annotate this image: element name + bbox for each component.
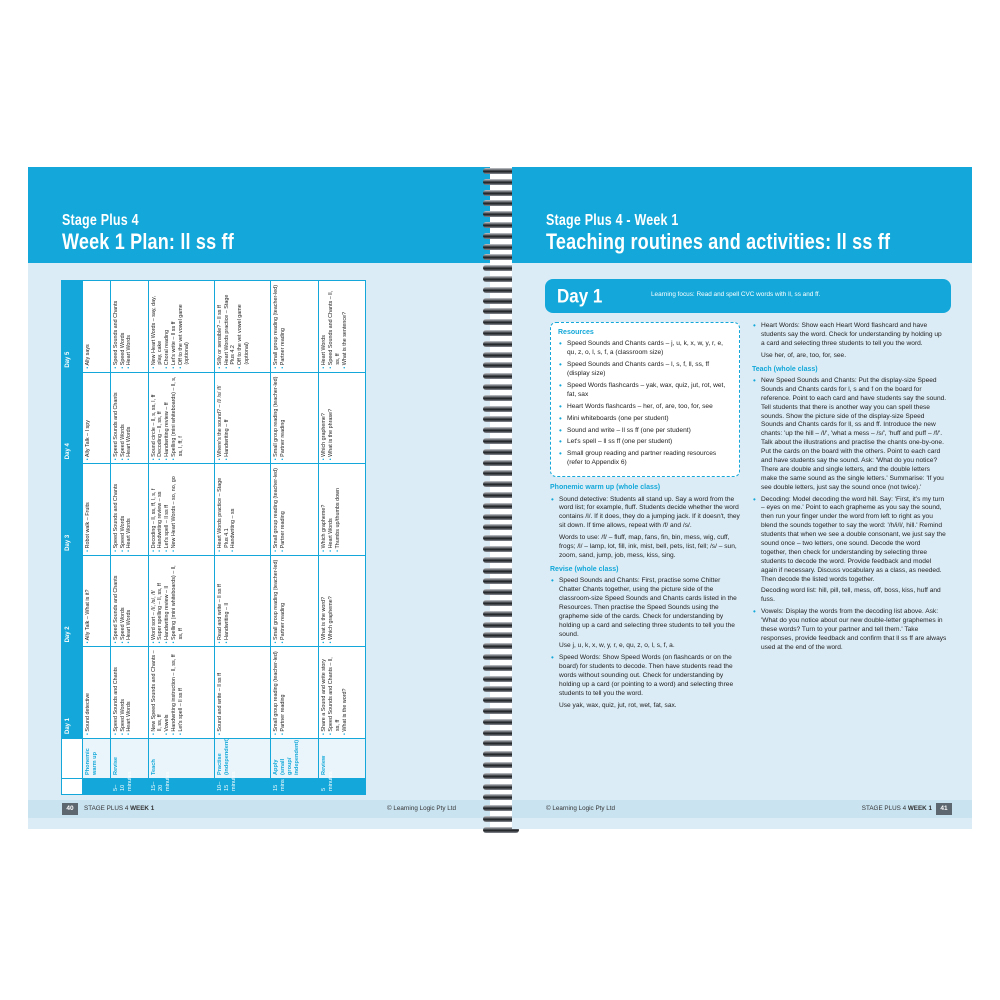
- table-header-row: [62, 281, 83, 795]
- plan-item: • Heart Words: [126, 650, 133, 735]
- resource-item: • Let's spell – ll ss ff (one per student): [558, 438, 732, 447]
- page-number: 40: [62, 803, 78, 815]
- plan-cell: [214, 464, 270, 556]
- plan-cell: [271, 464, 319, 556]
- plan-item: • What is the sentence?: [342, 284, 349, 369]
- speed-sounds-use: Use j, u, k, x, w, y, r, e, qu, z, o, l, s, f, a.: [559, 642, 675, 650]
- teach-heading: Teach (whole class): [752, 365, 818, 373]
- revise-heading: Revise (whole class): [550, 565, 619, 573]
- plan-item: • Speed Sounds and Chants – ll, ss, ff: [328, 284, 342, 369]
- plan-item: • Speed Words: [120, 559, 127, 644]
- minutes-label: 10–15 minutes: [214, 779, 270, 795]
- plan-cell: [83, 281, 111, 373]
- plan-item: • Speed Words: [120, 376, 127, 461]
- plan-item: • Heart Words: [126, 284, 133, 369]
- plan-item: • Share a Sound and write story: [321, 650, 328, 735]
- week-plan-table: [61, 280, 366, 795]
- table-row: [214, 281, 270, 795]
- plan-item: • Silly or sensible? – ll ss ff: [217, 284, 224, 369]
- right-title: Teaching routines and activities: ll ss ff: [546, 229, 891, 254]
- heart-words-use: Use her, of, are, too, for, see.: [761, 351, 847, 359]
- minutes-label: 5 minutes: [319, 779, 366, 795]
- plan-item: • Ally Talk – What is it?: [85, 559, 92, 644]
- plan-item: • Where's the sound? – /l/ /s/ /f/: [217, 376, 224, 461]
- plan-cell: [214, 372, 270, 464]
- plan-item: • Thumbs up/thumbs down: [335, 467, 342, 552]
- sound-detective: • Sound detective: Students all stand up. Say a word from the word list; for example, fluff. Students decide whether the word contains /l/. If it does, they do a jumping jack. If it doesn't, they sit down. If time allows, repeat with /f/ and /s/.: [550, 496, 740, 532]
- speed-sounds: • Speed Sounds and Chants: First, practise some Chitter Chatter Chants together, using the picture side of the classroom-size Speed Sounds and Chants cards listed in the Resources. Then practise the Speed Sounds using the grapheme side of the cards. Check for understanding by holding up a card and selecting three students to tell you the sound.: [550, 577, 740, 639]
- plan-cell: [83, 647, 111, 739]
- plan-item: • New Speed Sounds and Chants – ll, ss, ff: [151, 650, 165, 735]
- plan-item: • Partner reading: [280, 284, 287, 369]
- plan-item: • Which grapheme?: [321, 467, 328, 552]
- plan-item: • Handwriting review – ff: [164, 376, 171, 461]
- plan-cell: [83, 372, 111, 464]
- plan-cell: [110, 647, 148, 739]
- plan-item: • Speed Sounds and Chants: [113, 559, 120, 644]
- plan-item: • Heart Words practice – Stage Plus 4.2: [224, 284, 238, 369]
- plan-item: • Speed Sounds and Chants – ll, ss, ff: [328, 650, 342, 735]
- plan-item: • Small group reading (teacher-led): [273, 284, 280, 369]
- plan-item: • Partner reading: [280, 650, 287, 735]
- plan-item: • New Heart Words – say, day, play, cake: [151, 284, 165, 369]
- vowels: • Vowels: Display the words from the decoding list above. Ask: 'What do you notice about our new double-letter graphemes in these words? Turn to your partner and tell them.' Take responses, provide feedback and confirm that ll ss ff are always used at the end of the word.: [752, 608, 947, 652]
- plan-cell: [214, 281, 270, 373]
- plan-item: • Heart Words practice – Stage Plus 4.1: [217, 467, 231, 552]
- plan-item: • Heart Words: [126, 376, 133, 461]
- plan-item: • Small group reading (teacher-led): [273, 650, 280, 735]
- plan-item: • Handwriting – ff: [224, 376, 231, 461]
- plan-cell: [83, 464, 111, 556]
- footer-copyright: © Learning Logic Pty Ltd: [546, 805, 616, 812]
- plan-cell: [319, 555, 366, 647]
- table-row: [110, 281, 148, 795]
- plan-item: • Heart Words: [321, 284, 328, 369]
- plan-item: • Heart Words: [328, 467, 335, 552]
- left-subtitle: Stage Plus 4: [62, 211, 139, 229]
- plan-item: • Small group reading (teacher-led): [273, 376, 280, 461]
- plan-cell: [271, 647, 319, 739]
- plan-item: • Off to the vet vowel game (optional): [237, 284, 251, 369]
- plan-cell: [148, 647, 214, 739]
- plan-item: • Speed Words: [120, 650, 127, 735]
- day-header: Day 3: [62, 464, 83, 556]
- plan-cell: [148, 372, 214, 464]
- row-label: Practise (independent): [214, 739, 270, 779]
- plan-item: • Spelling (mini whiteboards) – ll, ss, ff: [171, 559, 185, 644]
- row-label: Revise: [110, 739, 148, 779]
- words-to-use: Words to use: /f/ – fluff, map, fans, fin, bin, mess, wig, cuff, frogs; /l/ – lamp, lot, fill, ink, mist, bell, pets, list, fell; /s/ – sun, zoom, sand, jump, job, mess, kiss, sing.: [559, 534, 737, 559]
- plan-cell: [110, 555, 148, 647]
- plan-item: • Let's write – ll ss ff: [171, 284, 178, 369]
- plan-item: • Off to the vet vowel game (optional): [178, 284, 192, 369]
- plan-cell: [110, 372, 148, 464]
- table-row: [319, 281, 366, 795]
- minutes-label: 15 mins: [271, 779, 319, 795]
- day-banner: [545, 279, 951, 313]
- row-label: Review: [319, 739, 366, 779]
- plan-item: • Partner reading: [280, 467, 287, 552]
- learning-focus: Learning focus: Read and spell CVC words with ll, ss and ff.: [651, 291, 821, 298]
- plan-item: • What is the phrase?: [328, 376, 335, 461]
- plan-item: • Speed Sounds and Chants: [113, 650, 120, 735]
- resource-item: • Speed Words flashcards – yak, wax, quiz, jut, rot, wet, fat, sax: [558, 382, 732, 400]
- plan-item: • What is the word?: [321, 559, 328, 644]
- table-row: [271, 281, 319, 795]
- minutes-label: 5–10 minutes: [110, 779, 148, 795]
- plan-cell: [148, 555, 214, 647]
- plan-cell: [319, 281, 366, 373]
- resource-item: • Sound and write – ll ss ff (one per student): [558, 427, 732, 436]
- footer-copyright: © Learning Logic Pty Ltd: [386, 805, 456, 812]
- new-speed-sounds: • New Speed Sounds and Chants: Put the display-size Speed Sounds and Chants cards for l, s and f on the board for reference. Point to each card and have students say the sound. Tell students that there is another way you can spell these sounds. Show the picture side of the display-size Speed Sounds and Chants cards for ll, ss and ff. Introduce the new chants: 'up the hill – /l/', 'what a mess – /s/', 'huff and puff – /f/'. Talk about the illustrations and practise the chants one-by-one. Put the cards on the board with the others. Point to each card and have students say the sound. Ask: 'What do you notice? There are double and single letters, and the double letters make the same sound as the single letters.' Summarise: 'If you see double letters, just say the sound once (not twice).': [752, 377, 947, 493]
- right-footer: [512, 800, 972, 818]
- plan-item: • Sound and write – ll ss ff: [217, 650, 224, 735]
- plan-item: • What is the word?: [342, 650, 349, 735]
- footer-stage: STAGE PLUS 4 WEEK 1: [861, 805, 932, 812]
- decoding-list: Decoding word list: hill, pill, tell, mess, off, boss, kiss, huff and fuss.: [761, 587, 941, 604]
- plan-item: • Heart Words: [126, 467, 133, 552]
- plan-item: • Spelling (mini whiteboards) – ll, s, ss, l, ff, f: [171, 376, 185, 461]
- row-label: Phonemic warm up: [83, 739, 111, 779]
- plan-item: • Vowels: [164, 650, 171, 735]
- resource-item: • Small group reading and partner reading resources (refer to Appendix 6): [558, 450, 732, 468]
- plan-item: • Speed Words: [120, 284, 127, 369]
- left-page: [28, 167, 490, 829]
- plan-item: • Handwriting instruction – ll, ss, ff: [171, 650, 178, 735]
- left-title: Week 1 Plan: ll ss ff: [62, 229, 234, 254]
- plan-item: • Ally says: [85, 284, 92, 369]
- plan-item: • Handwriting review – ss: [157, 467, 164, 552]
- resources-box: [550, 322, 740, 477]
- resources-heading: Resources: [558, 329, 594, 336]
- plan-cell: [271, 281, 319, 373]
- phonemic-heading: Phonemic warm up (whole class): [550, 484, 661, 492]
- minutes-label: [83, 779, 111, 795]
- plan-item: • Sound detective: [85, 650, 92, 735]
- plan-item: • Ally Talk – I spy: [85, 376, 92, 461]
- plan-item: • Robot walk – Fruits: [85, 467, 92, 552]
- right-subtitle: Stage Plus 4 - Week 1: [546, 211, 679, 229]
- plan-item: • Sound circle – ll, s, ss, l, ff: [151, 376, 158, 461]
- resource-item: • Heart Words flashcards – her, of, are, too, for, see: [558, 403, 732, 412]
- plan-item: • Speed Sounds and Chants: [113, 284, 120, 369]
- plan-cell: [110, 464, 148, 556]
- plan-cell: [271, 372, 319, 464]
- right-column: [752, 322, 947, 656]
- day-header: Day 5: [62, 281, 83, 373]
- resource-item: • Speed Sounds and Chants cards – j, u, k, x, w, y, r, e, qu, z, o, l, s, f, a (classroom size): [558, 340, 732, 358]
- plan-item: • Speed Sounds and Chants: [113, 467, 120, 552]
- heart-words: • Heart Words: Show each Heart Word flashcard and have students say the word. Check for understanding by holding up a card and selecting three students to tell you the word.: [752, 322, 947, 349]
- plan-cell: [214, 647, 270, 739]
- plan-item: • Let's spell – ll ss ff: [178, 650, 185, 735]
- plan-item: • Super spelling – ll, ss, ff: [157, 559, 164, 644]
- plan-item: • Decoding – ll, ss, ff, l, s, f: [151, 467, 158, 552]
- plan-item: • Which grapheme?: [321, 376, 328, 461]
- speed-words-use: Use yak, wax, quiz, jut, rot, wet, fat, sax.: [559, 701, 677, 709]
- plan-cell: [83, 555, 111, 647]
- week-plan-table-wrap: [61, 280, 366, 795]
- plan-item: • Which grapheme?: [328, 559, 335, 644]
- plan-cell: [214, 555, 270, 647]
- plan-item: • Handwriting review – ll: [164, 559, 171, 644]
- right-page: [512, 167, 972, 829]
- row-label: Apply (small group/ independent): [271, 739, 319, 779]
- plan-item: • Speed Sounds and Chants: [113, 376, 120, 461]
- plan-cell: [319, 647, 366, 739]
- plan-item: • Small group reading (teacher-led): [273, 467, 280, 552]
- minutes-label: 15–20 minutes: [148, 779, 214, 795]
- table-row: [83, 281, 111, 795]
- day-header: Day 2: [62, 555, 83, 647]
- resource-item: • Mini whiteboards (one per student): [558, 415, 732, 424]
- plan-cell: [271, 555, 319, 647]
- plan-item: • Handwriting – ll: [224, 559, 231, 644]
- plan-item: • Partner reading: [280, 376, 287, 461]
- plan-cell: [148, 464, 214, 556]
- plan-item: • Small group reading (teacher-led): [273, 559, 280, 644]
- left-footer: [28, 800, 490, 818]
- page-number: 41: [936, 803, 952, 815]
- plan-item: • Word sort – /l/, /s/, /f/: [151, 559, 158, 644]
- plan-item: • Let's spell – ll ss ff: [164, 467, 171, 552]
- left-header-band: [28, 167, 490, 263]
- plan-item: • Handwriting – ss: [230, 467, 237, 552]
- plan-cell: [110, 281, 148, 373]
- right-header-band: [512, 167, 972, 263]
- day-header: Day 1: [62, 647, 83, 739]
- plan-item: • Read and write – ll ss ff: [217, 559, 224, 644]
- row-label: Teach: [148, 739, 214, 779]
- plan-item: • Decoding – ll, ss, ff: [157, 376, 164, 461]
- decoding: • Decoding: Model decoding the word hill. Say: 'First, it's my turn – eyes on me.' Point to each grapheme as you say the sound, then run your finger under the word from left to right as you blend the sounds together to say the word: '/h/i/l/, hill.' Remind students that when we see a double consonant, we just say the sound once – two letters, one sound. Decode the word together, then check for understanding by selecting three students to decode the word. Provide feedback and model again if necessary. Discuss vocabulary as a class, as needed. Then decode the listed words together.: [752, 496, 947, 585]
- left-column: [550, 322, 740, 714]
- plan-cell: [319, 372, 366, 464]
- speed-words: • Speed Words: Show Speed Words (on flashcards or on the board) for students to decode. Then have students read the words without sounding out. Check for understanding by holding up a card (or pointing to a word) and selecting three students to tell you the word.: [550, 654, 740, 698]
- plan-item: • Partner reading: [280, 559, 287, 644]
- day-label: Day 1: [557, 285, 603, 307]
- plan-item: • Heart Words: [126, 559, 133, 644]
- plan-item: • Choral reading: [164, 284, 171, 369]
- table-row: [148, 281, 214, 795]
- resource-item: • Speed Sounds and Chants cards – l, s, f, ll, ss, ff (display size): [558, 361, 732, 379]
- plan-cell: [319, 464, 366, 556]
- plan-item: • New Heart Words – so, no, go: [171, 467, 178, 552]
- day-header: Day 4: [62, 372, 83, 464]
- plan-cell: [148, 281, 214, 373]
- plan-item: • Speed Words: [120, 467, 127, 552]
- footer-stage: STAGE PLUS 4 WEEK 1: [84, 805, 155, 812]
